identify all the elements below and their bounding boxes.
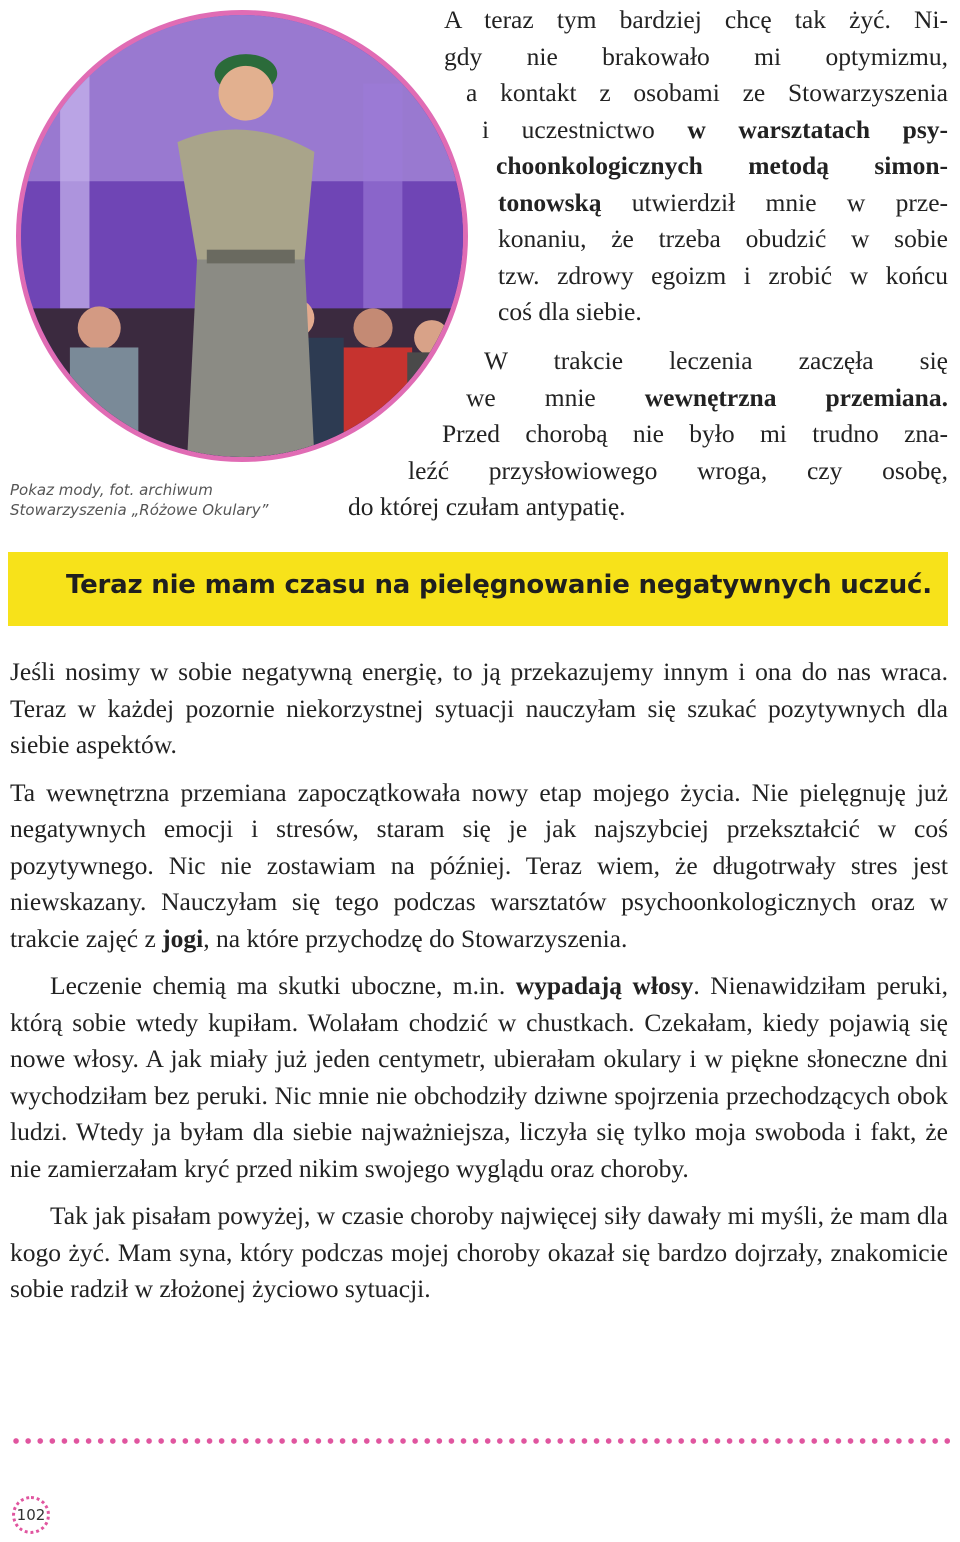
text-run: , na które przychodzę do Stowarzyszenia. — [203, 923, 628, 953]
text-line: W trakcie leczenia zaczęła się — [484, 346, 948, 375]
bold-phrase: w warsztatach psy- — [687, 114, 948, 144]
caption-line-2: Stowarzyszenia „Różowe Okulary” — [10, 501, 269, 519]
text-run: we mnie — [466, 382, 596, 412]
text-run: Ta wewnętrzna przemiana zapoczątkowała nowy etap mojego życia. Nie pielęgnuję już negatywnych emocji i stresów, staram się je jak najszybciej przekształcić w coś pozytywnego. Nic nie zostawiam na później. Teraz wiem, że długotrwały stres jest niewskazany. Nauczyłam się tego podczas warsztatów psychoonkologicznych oraz w trakcie zajęć z — [10, 777, 948, 953]
text-line: a kontakt z osobami ze Stowarzyszenia — [466, 78, 948, 107]
bold-phrase: tonowską — [498, 187, 602, 217]
text-line: gdy nie brakowało mi optymizmu, — [444, 41, 948, 71]
text-line: do której czułam antypatię. — [348, 492, 626, 521]
page-number: 102 — [12, 1496, 50, 1534]
text-run: utwierdził mnie w prze- — [601, 187, 948, 217]
text-run: . Nienawidziłam peruki, którą sobie wtedy kupiłam. Wolałam chodzić w chustkach. Czekałam, kiedy pojawią się nowe włosy. A jak miały już jeden centymetr, ubierałam okulary i w piękne słoneczne dni wychodziłam bez peruki. Nic mnie nie obchodziły dziwne spojrzenia przechodzących obok ludzi. Wtedy ja byłam dla siebie najważniejsza, liczyła się tylko moja swoboda i fakt, że nie zamierzałam kryć przed nikim swojego wyglądu oraz choroby. — [10, 971, 949, 1183]
bold-phrase: jogi — [162, 923, 204, 953]
highlight-text: Teraz nie mam czasu na pielęgnowanie negatywnych uczuć. — [66, 570, 932, 600]
paragraph-2 — [10, 775, 948, 958]
text-line — [482, 112, 948, 149]
text-run: Leczenie chemią ma skutki uboczne, m.in. — [50, 971, 516, 1000]
second-paragraph — [0, 343, 948, 526]
text-line: konaniu, że trzeba obudzić w sobie — [498, 224, 948, 253]
text-line: A teraz tym bardziej chcę tak żyć. Ni- — [444, 5, 948, 34]
text-line: coś dla siebie. — [498, 297, 642, 326]
text-line — [466, 380, 948, 417]
top-paragraph — [0, 2, 948, 331]
paragraph-4: Tak jak pisałam powyżej, w czasie choroby najwięcej siły dawały mi myśli, że mam dla kogo żyć. Mam syna, który podczas mojej choroby okazał się bardzo dojrzały, znakomicie sobie radził w złożonej życiowo sytuacji. — [10, 1201, 948, 1303]
caption-line-1: Pokaz mody, fot. archiwum — [10, 481, 213, 499]
paragraph-1: Jeśli nosimy w sobie negatywną energię, to ją przekazujemy innym i ona do nas wraca. Teraz w każdej pozornie niekorzystnej sytuacji nauczyłam się szukać pozytywnych dla siebie aspektów. — [10, 657, 948, 759]
bold-phrase: wewnętrzna przemiana. — [644, 382, 948, 412]
text-line: tzw. zdrowy egoizm i zrobić w końcu — [498, 260, 948, 290]
text-run: i uczestnictwo — [482, 114, 655, 144]
text-line: leźć przysłowiowego wroga, czy osobę, — [408, 455, 948, 485]
bold-phrase: choonkologicznych metodą simon- — [496, 151, 948, 180]
body-text — [10, 654, 948, 1319]
text-line — [498, 185, 948, 222]
paragraph-3 — [10, 968, 948, 1187]
text-line: Przed chorobą nie było mi trudno zna- — [442, 419, 948, 448]
text-line — [496, 148, 948, 185]
highlight-banner — [8, 552, 948, 626]
bold-phrase: wypadają włosy — [515, 971, 694, 1000]
dotted-divider — [10, 1436, 950, 1446]
